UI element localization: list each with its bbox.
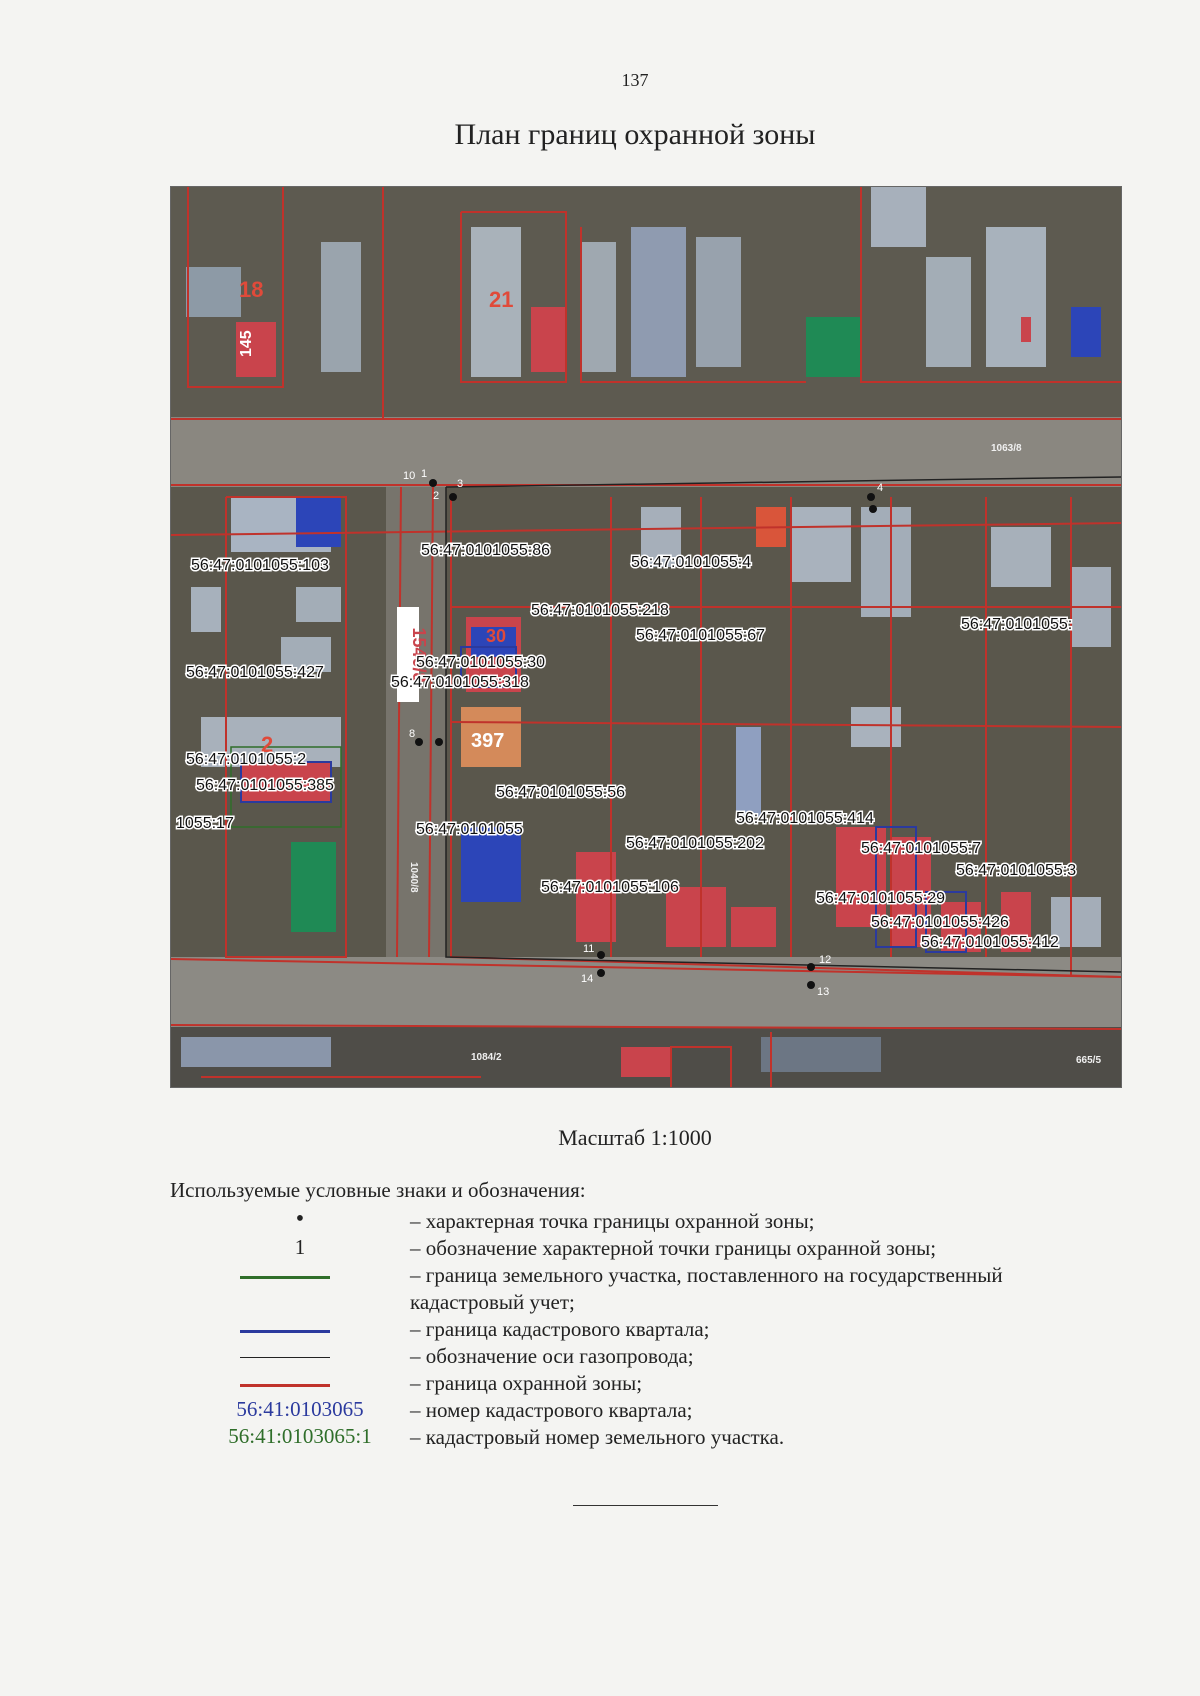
cadastral-label: 56:47:0101055:103	[191, 557, 329, 574]
cadastral-label: 56:47:0101055:414	[736, 810, 874, 827]
cadastral-label: 56:47:0101055:106	[541, 879, 679, 896]
roof-gray	[986, 227, 1046, 367]
cadastral-label: 56:47:0101055:202	[626, 835, 764, 852]
red-line-symbol	[240, 1384, 330, 1387]
boundary-point	[415, 738, 423, 746]
house-number: 21	[489, 287, 514, 312]
roof-gray	[991, 527, 1051, 587]
cadastral-label: 56:47:0101055:7	[861, 840, 982, 857]
house-number: 145	[238, 330, 255, 357]
roof-gray	[191, 587, 221, 632]
boundary-point	[807, 963, 815, 971]
roof-red	[1021, 317, 1031, 342]
roof-gray	[791, 507, 851, 582]
boundary-point	[597, 969, 605, 977]
point-number: 10	[403, 470, 416, 482]
boundary-point	[597, 951, 605, 959]
roof-red	[621, 1047, 671, 1077]
bottom-divider	[573, 1505, 718, 1506]
cadastral-label: 56:47:0101055:385	[196, 777, 334, 794]
cadastral-label: 56:47:0101055:67	[636, 627, 766, 644]
cadastral-label: 56:47:0101055:2	[186, 751, 307, 768]
cadastral-label: 56:47:0101055	[416, 821, 523, 838]
page-title: План границ охранной зоны	[454, 118, 816, 151]
boundary-point	[807, 981, 815, 989]
roof-gray	[761, 1037, 881, 1072]
point-label-symbol: 1	[294, 1235, 306, 1259]
roof-blue	[1071, 307, 1101, 357]
cadastral-label: 56:47:0101055:427	[186, 664, 324, 681]
map-scale: Масштаб 1:1000	[558, 1125, 712, 1150]
roof-green	[291, 842, 336, 932]
cadastral-label: 56:47:0101055:412	[921, 934, 1059, 951]
roof-gray	[581, 242, 616, 372]
roof-blue	[296, 497, 341, 547]
roof-gray	[861, 507, 911, 617]
legend-text: – граница земельного участка, поставленного на государственный кадастровый учет;	[410, 1263, 1003, 1314]
legend-text: – кадастровый номер земельного участка.	[410, 1425, 785, 1449]
map-drawing	[171, 187, 1121, 1087]
house-number: 18	[239, 277, 264, 302]
legend-text: – граница охранной зоны;	[410, 1371, 643, 1395]
point-number: 11	[583, 943, 595, 955]
point-number: 14	[581, 973, 594, 985]
street-label: 665/5	[1076, 1055, 1102, 1066]
legend-text: – номер кадастрового квартала;	[410, 1398, 693, 1422]
cadastral-label: 56:47:0101055:30	[416, 654, 546, 671]
legend-text: – обозначение характерной точки границы охранной зоны;	[410, 1236, 937, 1260]
point-number: 1	[421, 468, 428, 480]
cadastral-label: 56:47:0101055:	[961, 616, 1073, 633]
cadastral-label: 56:47:0101055:318	[391, 674, 529, 691]
point-marker-icon: •	[295, 1206, 305, 1232]
legend-text: – граница кадастрового квартала;	[410, 1317, 710, 1341]
roof-gray	[181, 1037, 331, 1067]
blue-line-symbol	[240, 1330, 330, 1333]
roof-gray	[851, 707, 901, 747]
point-number: 3	[457, 478, 464, 490]
roof-gray	[871, 187, 926, 247]
roof-gray	[631, 227, 686, 377]
boundary-point	[867, 493, 875, 501]
roof-gray	[736, 727, 761, 817]
street-label: 1540/8	[409, 627, 429, 683]
house-number: 2	[261, 732, 274, 757]
cadastral-label: 1055:17	[176, 815, 234, 832]
roof-gray	[696, 237, 741, 367]
street-label: 1063/8	[991, 443, 1022, 454]
cadastral-label: 56:47:0101055:29	[816, 890, 946, 907]
point-number: 8	[409, 728, 416, 740]
roof-gray	[296, 587, 341, 622]
cadastral-label: 56:47:0101055:4	[631, 554, 752, 571]
boundary-point	[429, 479, 437, 487]
cadastral-label: 56:47:0101055:3	[956, 862, 1077, 879]
boundary-point	[435, 738, 443, 746]
point-number: 12	[819, 954, 832, 966]
boundary-point	[869, 505, 877, 513]
roof-green	[806, 317, 861, 377]
main-road	[171, 417, 1121, 487]
roof-red	[731, 907, 776, 947]
cadastral-label: 56:47:0101055:86	[421, 542, 551, 559]
roof-red	[531, 307, 566, 372]
roof-red	[666, 887, 726, 947]
map-image	[170, 186, 1122, 1088]
street-label: 1084/2	[471, 1052, 502, 1063]
black-line-symbol	[240, 1357, 330, 1358]
green-line-symbol	[240, 1276, 330, 1279]
roof-gray	[321, 242, 361, 372]
quarter-number-sample: 56:41:0103065	[236, 1397, 364, 1421]
roof-gray	[186, 267, 241, 317]
street-label: 1040/8	[408, 862, 419, 893]
roof-blue	[461, 827, 521, 902]
parcel-number-sample: 56:41:0103065:1	[228, 1424, 372, 1448]
cadastral-label: 56:47:0101055:426	[871, 914, 1009, 931]
page-number: 137	[621, 70, 649, 90]
point-number: 13	[817, 986, 830, 998]
legend-text: – обозначение оси газопровода;	[410, 1344, 694, 1368]
cadastral-label: 56:47:0101055:56	[496, 784, 626, 801]
point-number: 4	[877, 482, 884, 494]
point-number: 2	[433, 490, 440, 502]
house-number: 397	[471, 730, 505, 752]
roof-gray	[926, 257, 971, 367]
boundary-point	[449, 493, 457, 501]
legend-heading: Используемые условные знаки и обозначения:	[170, 1178, 586, 1202]
cadastral-label: 56:47:0101055:218	[531, 602, 669, 619]
legend-text: – характерная точка границы охранной зоны;	[410, 1209, 815, 1233]
house-number: 30	[486, 626, 507, 646]
